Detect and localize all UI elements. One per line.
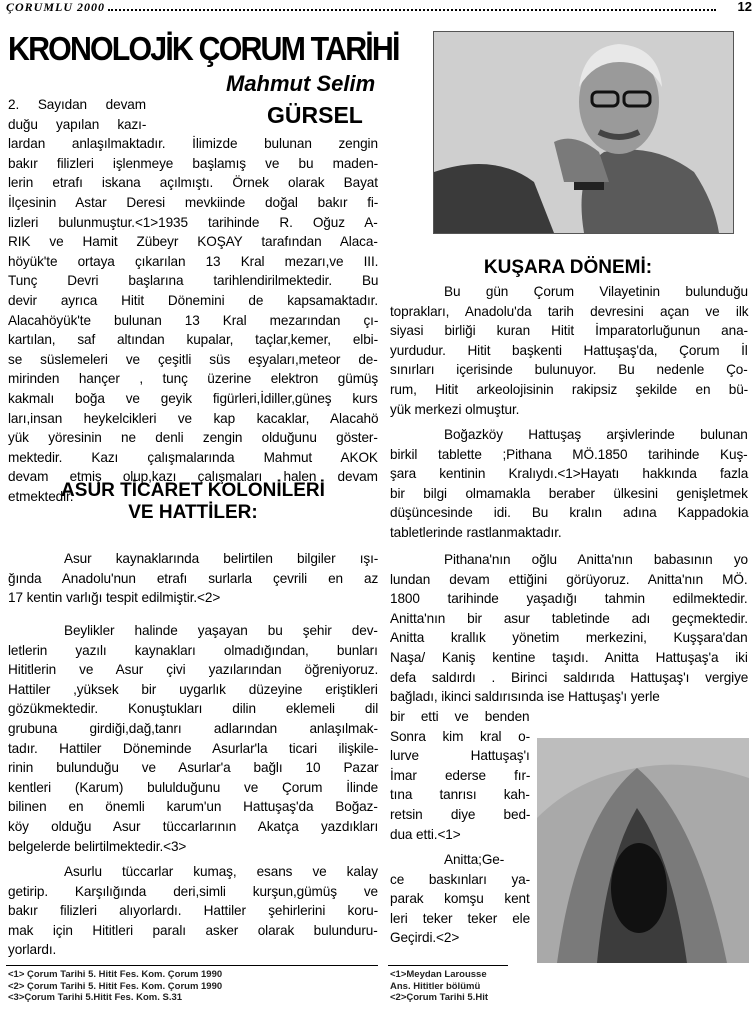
text-line: kentleri (Karum) bululduğunu ve Çorum İlinde [8,779,379,795]
text-line: lizleri bulunmuştur.<1>1935 tarihinde R. Oğuz A- [8,214,378,230]
text-line: mak için Hititleri paralı asker olarak bulunduru- [8,922,378,938]
text-line: bakır filizleri alıyorlardı. Hattiler şehirlerini koru- [8,903,379,919]
text-line: Geçirdi.<2> [390,930,460,946]
footnote-rule-left [6,965,378,966]
text-line: ce baskınları ya- [390,871,531,887]
article-title: KRONOLOJİK ÇORUM TARİHİ [8,30,399,67]
text-line: <1> Çorum Tarihi 5. Hitit Fes. Kom. Çorum 1990 [8,969,223,980]
author-first-name: Mahmut Selim [226,71,376,96]
text-line: <2> Çorum Tarihi 5. Hitit Fes. Kom. Çorum 1990 [8,980,223,992]
text-line: köy olduğu Asur tüccarlarının Akatça yazdıkları [8,819,379,834]
text-line: lerin etrafı iskana açılmıştı. Örnek olarak Bayat [8,175,378,191]
text-line: rinin bulunduğu ve Asurlar'a bağlı 10 Pazar [8,760,379,776]
text-line: yük yöresinin ne denli zengin olduğunu göster- [8,430,378,446]
text-line: İmar ederse fır- [390,767,531,783]
text-line: belgelerde belirtilmektedir.<3> [8,838,187,854]
text-line: şara kentinin Kralıydı.<1>Hayatı hakkında fazla [390,466,749,482]
text-line: devam etmiş olup,kazı çalışmaları halen devam [8,469,378,485]
footnote-rule-right [388,965,508,966]
text-line: bakır filizleri işlenmeye başlamış ve bu maden- [8,155,379,171]
text-line: RIK ve Hamit Zübeyr KOŞAY tarafından Alaca- [8,234,378,250]
page-number: 12 [737,0,752,14]
text-line: dua etti.<1> [390,826,461,842]
text-line: kakmalı boğa ve geyik figürleri,İdiller,güneş kurs [8,391,378,406]
text-line: retsin diye bed- [390,807,531,822]
text-line: Anitta krallık yönetim merkezini, Kuşşara'dan [390,630,748,646]
text-line: lardan anlaşılmaktadır. İlimizde bulunan zengin [8,136,378,152]
text-line: siyasi birliği kuran Hitit İmparatorluğunun ana- [390,323,748,339]
text-line: yorlardı. [8,942,57,958]
text-line: Hattiler ,yüksek bir uygarlık düzeyine eriştikleri [8,681,378,697]
text-line: letlerin yazılı kaynakları olmadığından, bunları [8,642,378,658]
author-photo [433,31,734,234]
text-line: duğu yapılan kazı- [8,116,147,132]
text-line: tabletlerinde rastlanmaktadır. [390,525,562,540]
text-line: <1>Meydan Larousse [390,969,487,980]
text-line: <3>Çorum Tarihi 5.Hitit Fes. Kom. S.31 [8,992,183,1003]
text-line: ğında Anadolu'nun etrafı surlarla çevrili en az [8,570,379,586]
running-header: ÇORUMLU 2000 [6,0,106,14]
text-line: Hititlerin ve Asur çivi yazılarından öğreniyoruz. [8,662,379,678]
text-line: 1800 tarihinde yaşadığı tahmin edilmektedir. [390,591,748,607]
text-line: bir etti ve benden [390,709,530,724]
text-line: yurdudur. Hitit başkenti Hattuşaş'da, Çorum İl [390,342,748,358]
text-line: yük merkezi olmuştur. [390,401,520,417]
text-line: Tunç Devri başlarına tarihlendirilmektedir. Bu [8,273,379,289]
text-line: lundan devam ettiğini görüyoruz. Anitta'nın MÖ. [390,571,748,587]
asur-heading-line2: VE HATTİLER: [128,502,258,523]
text-line: birkil tablette ;Pithana MÖ.1850 tarihinde Kuş- [390,446,748,462]
text-line: getirip. Karşılığında deri,simli kurşun,gümüş ve [8,883,379,899]
text-line: Beylikler halinde yaşayan bu şehir dev- [64,623,378,638]
text-line: tadır. Hattiler Döneminde Asurlar'la ticari ilişkile- [8,740,379,756]
text-line: lurve Hattuşaş'ı [390,748,530,764]
text-line: 2. Sayıdan devam [8,97,146,112]
text-line: gözükmektedir. Konuştukları dilin eklemeli dil [8,701,379,717]
text-line: mirinden hançer , tunç üzerine elektron gümüş [8,371,379,387]
text-line: leri teker teker ele [390,910,531,926]
kusara-heading: KUŞARA DÖNEMİ: [483,257,653,278]
tunnel-photo [537,738,749,963]
text-line: 17 kentin varlığı tespit edilmiştir.<2> [8,590,221,606]
text-line: rum, Hitit arkeolojisinin rakipsiz şekilde en bü- [390,382,749,397]
text-line: kartılan, saf altından kupalar, taçlar,kemer, elbi- [8,332,379,348]
text-line: devir ayrıca Hitit Dönemini de kapsamaktadır. [8,293,379,308]
text-line: Bu gün Çorum Vilayetinin bulunduğu [444,284,749,299]
header-dotted-rule [108,9,716,11]
text-line: Anitta'nın bir asur tabletinde adı geçmektedir. [390,610,748,626]
text-line: parak komşu kent [390,891,530,907]
text-line: grubuna girdiği,dağ,tanrı adlarından anlaşılmak- [8,721,378,736]
text-line: se süslemeleri ve çeşitli süs eşyaları,meteor de- [8,351,378,367]
text-line: Naşa/ Kaniş kentine taşıdı. Anitta Hattuşaş'a iki [390,650,748,665]
text-line: Asur kaynaklarında belirtilen bilgiler ışı- [64,551,379,566]
text-line: Asurlu tüccarlar kumaş, esans ve kalay [64,864,378,879]
text-line: höyük'te ortaya çıkarılan 13 Kral mezarı,ve III. [8,253,379,269]
text-line: tına tanrısı kah- [390,787,530,803]
text-line: ları,insan heykelcikleri ve kap kacaklar, Alacahö [8,410,379,426]
text-line: mektedir. Kazı çalışmalarında Mahmut AKOK [8,449,378,465]
text-line: bir bilgi olmamakla beraber ülkesini genişletmek [390,485,748,501]
text-line: Boğazköy Hattuşaş arşivlerinde bulunan [444,427,748,442]
text-line: toprakları, Anadolu'da tarih devresini açan ve ilk [390,303,749,319]
text-line: düşüncesinde idi. Bu kralın adına Kappadokia [390,505,749,521]
text-line: İlçesinin Astar Deresi mevkiinde doğal bakır fi- [8,195,379,210]
text-line: Alacahöyük'te bulunan 13 Kral mezarından çı- [8,312,379,328]
author-last-name: GÜRSEL [267,102,363,128]
text-line: sınırları içerisinde bulunuyor. Bu nedenle Ço- [390,362,748,378]
text-line: etmektedir. [8,489,74,504]
asur-heading-line1: ASUR TİCARET KOLONİLERİ [61,480,325,501]
text-line: defa saldırdı . Birinci saldırıda Hattuşaş'ı vergiye [390,669,749,685]
text-line: bağladı, ikinci saldırısında ise Hattuşaş'ı yerle [390,689,660,705]
text-line: Anitta;Ge- [444,852,505,867]
text-line: Sonra kim kral o- [390,728,531,744]
text-line: <2>Çorum Tarihi 5.Hit [390,992,489,1003]
text-line: Pithana'nın oğlu Anitta'nın babasının yo [444,552,748,567]
text-line: Ans. Hititler bölümü [390,980,481,992]
text-line: bilinen en önemli karum'un Hattuşaş'da Boğaz- [8,799,378,815]
